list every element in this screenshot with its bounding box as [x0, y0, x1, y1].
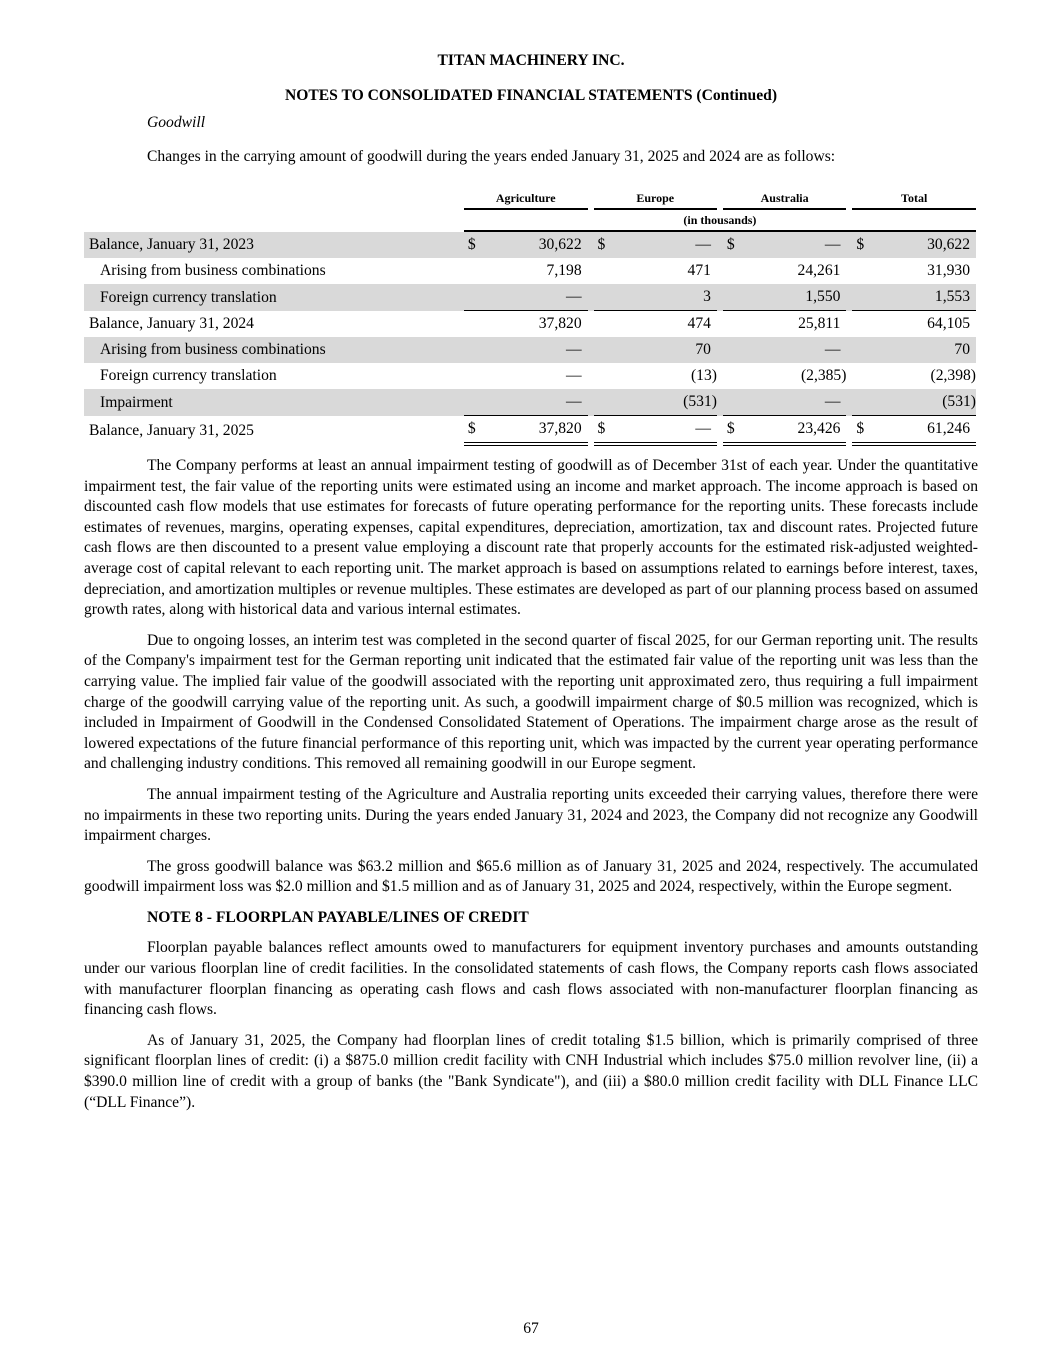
row-label: Balance, January 31, 2024 [89, 315, 254, 332]
value-cell [594, 258, 717, 284]
cell-value: — [824, 341, 841, 358]
paragraph: The annual impairment testing of the Agriculture and Australia reporting units exceeded their carrying values, therefore there were no impairments in these two reporting units. During the years ended January 31, 2024 and 2023, the Company did not recognize any Goodwill impairment charges. [84, 785, 978, 845]
value-cell [464, 258, 588, 284]
value-cell [852, 311, 976, 337]
value-cell [464, 311, 588, 337]
cell-value: (531) [683, 393, 717, 410]
cell-value: — [566, 288, 582, 305]
cell-value: — [824, 393, 841, 410]
value-cell [852, 416, 976, 446]
row-label: Balance, January 31, 2025 [89, 422, 254, 439]
value-cell [464, 284, 588, 311]
value-cell [852, 389, 976, 416]
column-header: Australia [723, 188, 847, 210]
row-label: Foreign currency translation [100, 367, 277, 384]
cell-value: 23,426 [797, 420, 841, 437]
value-cell [852, 284, 976, 311]
company-name: TITAN MACHINERY INC. [437, 52, 625, 69]
cell-value: 1,550 [805, 288, 841, 305]
cell-value: — [695, 236, 711, 253]
paragraph: As of January 31, 2025, the Company had floorplan lines of credit totaling $1.5 billion, which is primarily comprised of three significant floorplan lines of credit: (i) a $875.0 million credit facility with CNH Industrial which includes $75.0 million revolver line, (ii) a $390.0 million line of credit with a group of banks (the "Bank Syndicate"), and (iii) a $80.0 million credit facility with DLL Finance LLC (“DLL Finance”). [84, 1031, 978, 1111]
value-cell [464, 232, 588, 258]
page-number: 67 [523, 1320, 539, 1337]
table-row [84, 389, 976, 416]
value-cell [723, 284, 847, 311]
body-text [84, 456, 978, 1123]
cell-value: (2,398) [930, 367, 976, 384]
dollar-sign: $ [467, 236, 476, 253]
value-cell [594, 337, 717, 363]
cell-value: 474 [687, 315, 711, 332]
cell-value: — [566, 367, 582, 384]
table-row [84, 232, 976, 258]
row-label: Impairment [84, 389, 458, 416]
paragraph: The gross goodwill balance was $63.2 million and $65.6 million as of January 31, 2025 and 2024, respectively. The accumulated goodwill impairment loss was $2.0 million and $1.5 million and as of January 31, 2025 and 2024, respectively, within the Europe segment. [84, 857, 978, 896]
cell-value: (531) [942, 393, 976, 410]
cell-value: 70 [695, 341, 711, 358]
dollar-sign: $ [597, 236, 606, 253]
value-cell [723, 389, 847, 416]
units-label: (in thousands) [464, 210, 976, 232]
value-cell [723, 311, 847, 337]
table-header-row [84, 188, 976, 210]
cell-value: 30,622 [538, 236, 582, 253]
intro-text: Changes in the carrying amount of goodwill during the years ended January 31, 2025 and 2024 are as follows: [147, 148, 836, 165]
value-cell [723, 337, 847, 363]
dollar-sign: $ [856, 236, 865, 253]
cell-value: (13) [690, 367, 717, 384]
column-header: Europe [594, 188, 717, 210]
units-row [84, 210, 976, 232]
cell-value: 7,198 [546, 262, 582, 279]
dollar-sign: $ [597, 420, 606, 437]
paragraph: Floorplan payable balances reflect amounts owed to manufacturers for equipment inventory purchases and amounts outstanding under our various floorplan line of credit facilities. In the consolidated statements of cash flows, the Company reports cash flows associated with manufacturer floorplan financing as operating cash flows and cash flows associated with non-manufacturer floorplan financing as financing cash flows. [84, 939, 978, 1019]
dollar-sign: $ [726, 420, 735, 437]
table-row [84, 337, 976, 363]
paragraph: The Company performs at least an annual impairment testing of goodwill as of December 31st of each year. Under the quantitative impairment test, the fair value of the reporting units were estimated using an income and market approach. The income approach is based on discounted cash flow models that use estimates for forecasts of future operating performance for the reporting units. These forecasts include estimates of revenues, margins, operating expenses, capital expenditures, depreciation, amortization, tax and discount rates. Projected future cash flows are then discounted to a present value employing a discount rate that properly accounts for the estimated risk-adjusted weighted-average cost of capital relevant to each reporting unit. The market approach is based on assumptions related to earnings before interest, taxes, depreciation, and amortization multiples or revenue multiples. These estimates are developed as part of our planning process based on assumed growth rates, along with historical data and various internal estimates. [84, 457, 978, 619]
cell-value: — [695, 420, 711, 437]
cell-value: (2,385) [800, 367, 847, 384]
table-row [84, 258, 976, 284]
cell-value: 37,820 [538, 315, 582, 332]
cell-value: 471 [687, 262, 711, 279]
value-cell [594, 389, 717, 416]
goodwill-table [84, 188, 976, 446]
cell-value: — [566, 393, 582, 410]
notes-title: NOTES TO CONSOLIDATED FINANCIAL STATEMENTS (Continued) [284, 87, 778, 104]
cell-value: 24,261 [797, 262, 841, 279]
value-cell [594, 232, 717, 258]
value-cell [594, 284, 717, 311]
value-cell [852, 363, 976, 389]
value-cell [594, 363, 717, 389]
value-cell [723, 416, 847, 446]
row-label: Arising from business combinations [100, 262, 326, 279]
cell-value: 1,553 [934, 288, 970, 305]
paragraph: Due to ongoing losses, an interim test was completed in the second quarter of fiscal 2025, for our German reporting unit. The results of the Company's impairment test for the German reporting unit indicated that the estimated fair value of the reporting unit was less than the carrying value. The implied fair value of the goodwill associated with the reporting unit approximated zero, thus requiring a full impairment charge of the goodwill carrying value of the reporting unit. As such, a goodwill impairment charge of $0.5 million was recognized, which is included in Impairment of Goodwill in the Condensed Consolidated Statement of Operations. The impairment charge arose as the result of lowered expectations of the future financial performance of this reporting unit, which was impacted by the current year operating performance and challenging industry conditions. This removed all remaining goodwill in our Europe segment. [84, 631, 978, 773]
table-row [84, 363, 976, 389]
column-header: Agriculture [464, 188, 588, 210]
column-header: Total [852, 188, 976, 210]
value-cell [723, 258, 847, 284]
value-cell [464, 389, 588, 416]
value-cell [464, 337, 588, 363]
value-cell [594, 311, 717, 337]
value-cell [594, 416, 717, 446]
value-cell [852, 232, 976, 258]
table-row [84, 284, 976, 311]
cell-value: 70 [954, 341, 970, 358]
cell-value: 64,105 [927, 315, 970, 332]
table-row [84, 416, 976, 446]
value-cell [723, 232, 847, 258]
row-label: Foreign currency translation [84, 284, 458, 311]
value-cell [464, 363, 588, 389]
cell-value: — [824, 236, 841, 253]
cell-value: 3 [703, 288, 711, 305]
value-cell [723, 363, 847, 389]
dollar-sign: $ [726, 236, 735, 253]
cell-value: 31,930 [927, 262, 970, 279]
row-label: Arising from business combinations [84, 337, 458, 363]
row-label: Balance, January 31, 2023 [84, 232, 458, 258]
value-cell [464, 416, 588, 446]
cell-value: 30,622 [927, 236, 970, 253]
section-title: Goodwill [147, 114, 206, 131]
note-8-heading: NOTE 8 - FLOORPLAN PAYABLE/LINES OF CREDIT [147, 908, 529, 926]
cell-value: 37,820 [538, 420, 582, 437]
cell-value: 61,246 [927, 420, 970, 437]
value-cell [852, 337, 976, 363]
value-cell [852, 258, 976, 284]
dollar-sign: $ [467, 420, 476, 437]
dollar-sign: $ [856, 420, 865, 437]
cell-value: 25,811 [798, 315, 841, 332]
cell-value: — [566, 341, 582, 358]
table-row [84, 311, 976, 337]
